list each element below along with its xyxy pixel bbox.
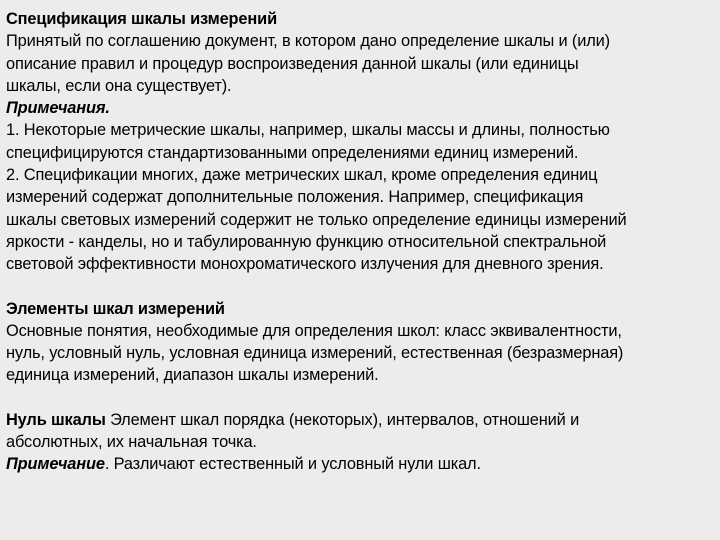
definition-line: описание правил и процедур воспроизведения данной шкалы (или единицы	[6, 54, 579, 73]
section-scale-zero	[6, 409, 710, 476]
note-line: шкалы световых измерений содержит не только определение единицы измерений	[6, 210, 627, 229]
note-line: яркости - канделы, но и табулированную функцию относительной спектральной	[6, 232, 607, 251]
term: Нуль шкалы	[6, 410, 106, 429]
section-scale-specification	[6, 8, 710, 276]
body-line: единица измерений, диапазон шкалы измерений.	[6, 366, 379, 385]
note-text: . Различают естественный и условный нули шкал.	[104, 455, 481, 474]
note-line: 1. Некоторые метрические шкалы, например, шкалы массы и длины, полностью	[6, 121, 610, 140]
definition-line: Принятый по соглашению документ, в котором дано определение шкалы и (или)	[6, 32, 610, 51]
note-line	[6, 453, 710, 475]
notes-label: Примечания.	[6, 99, 110, 118]
term-line	[6, 409, 710, 431]
note-line: 2. Спецификации многих, даже метрических шкал, кроме определения единиц	[6, 166, 598, 185]
term-definition: Элемент шкал порядка (некоторых), интервалов, отношений и	[105, 410, 580, 429]
note-line: специфицируются стандартизованными определениями единиц измерений.	[6, 143, 579, 162]
spacer	[6, 387, 710, 409]
body-line: нуль, условный нуль, условная единица измерений, естественная (безразмерная)	[6, 344, 624, 363]
body-line: Основные понятия, необходимые для определения школ: класс эквивалентности,	[6, 321, 622, 340]
note-line: световой эффективности монохроматического излучения для дневного зрения.	[6, 255, 604, 274]
section-heading: Элементы шкал измерений	[6, 299, 225, 318]
note-line: измерений содержат дополнительные положения. Например, спецификация	[6, 188, 584, 207]
section-heading: Спецификация шкалы измерений	[6, 10, 277, 28]
spacer	[6, 276, 710, 298]
body-line: абсолютных, их начальная точка.	[6, 433, 257, 452]
section-scale-elements	[6, 298, 710, 387]
definition-line: шкалы, если она существует).	[6, 76, 232, 95]
note-label: Примечание	[6, 455, 105, 474]
